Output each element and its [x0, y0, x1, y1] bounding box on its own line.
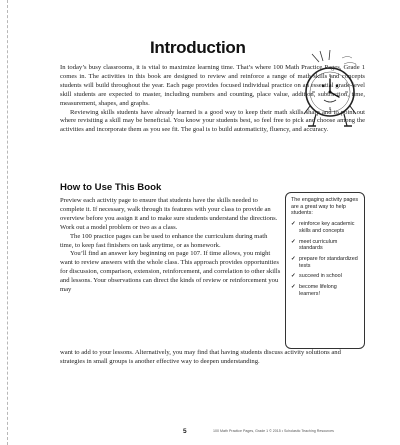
intro-text — [60, 64, 365, 135]
list-item-text: meet curriculum standards — [299, 238, 338, 252]
list-item — [291, 239, 359, 252]
check-icon: ✓ — [291, 255, 296, 262]
page-number: 5 — [183, 428, 187, 435]
intro-paragraph: In today’s busy classrooms, it is vital to maximize learning time. That’s where 100 Math Practice Pages, Grade 1 comes in. The activities in this book are designed to review and reinforce a range of math skills and concepts students will build throughout the year. Each page provides focused individual practice on an essential grade-level skill students are expected to master, including numbers and counting, place value, addition, subtraction, time, measurement, shapes, and graphs. — [60, 64, 365, 107]
continued-text — [60, 349, 365, 367]
perforation-line — [7, 0, 8, 445]
check-icon: ✓ — [291, 273, 296, 280]
check-icon: ✓ — [291, 238, 296, 245]
list-item — [291, 273, 359, 280]
section-heading: How to Use This Book — [60, 182, 162, 193]
list-item-text: reinforce key academic skills and concepts — [299, 221, 355, 234]
list-item-text: prepare for standardized tests — [299, 255, 358, 269]
benefits-list — [291, 221, 359, 297]
list-item-text: become lifelong learners! — [299, 284, 337, 297]
check-icon: ✓ — [291, 221, 296, 228]
check-icon: ✓ — [291, 284, 296, 291]
section-paragraph: You’ll find an answer key beginning on page 107. If time allows, you might want to review answers with the whole class. This approach provides opportunities for discussion, comparison, extension, reinforcement, and correlation to other skills and lessons. Your observations can direct the kinds of review or reinforcement you may — [60, 250, 281, 294]
section-paragraph: Preview each activity page to ensure that students have the skills needed to complete it. If necessary, walk through its features with your class to provide an overview before you assign it and to make sure students understand the directions. Work out a model problem or two as a class. — [60, 197, 278, 231]
section-text — [60, 197, 282, 295]
sidebar-intro: The engaging activity pages are a great way to help students: — [291, 197, 359, 217]
page-footer — [0, 428, 400, 438]
page-title: Introduction — [150, 38, 246, 57]
list-item-text: succeed in school — [299, 273, 342, 280]
list-item — [291, 221, 359, 234]
continued-paragraph: want to add to your lessons. Alternatively, you may find that having students discuss activity solutions and strategies in small groups is another effective way to deepen understanding. — [60, 349, 341, 365]
list-item — [291, 256, 359, 269]
list-item — [291, 284, 359, 297]
intro-paragraph: Reviewing skills students have already learned is a good way to keep their math skills sharp and to point out where revisiting a skill may be beneficial. You know your students best, so feel free to pick and choose among the activities and incorporate them as you see fit. The goal is to build automaticity, fluency, and accuracy. — [60, 108, 365, 134]
section-paragraph: The 100 practice pages can be used to enhance the curriculum during math time, to keep fast finishers on task anytime, or as homework. — [60, 232, 268, 249]
footer-credit: 100 Math Practice Pages, Grade 1 © 2015 • Scholastic Teaching Resources — [213, 429, 334, 433]
benefits-sidebar — [285, 192, 365, 349]
